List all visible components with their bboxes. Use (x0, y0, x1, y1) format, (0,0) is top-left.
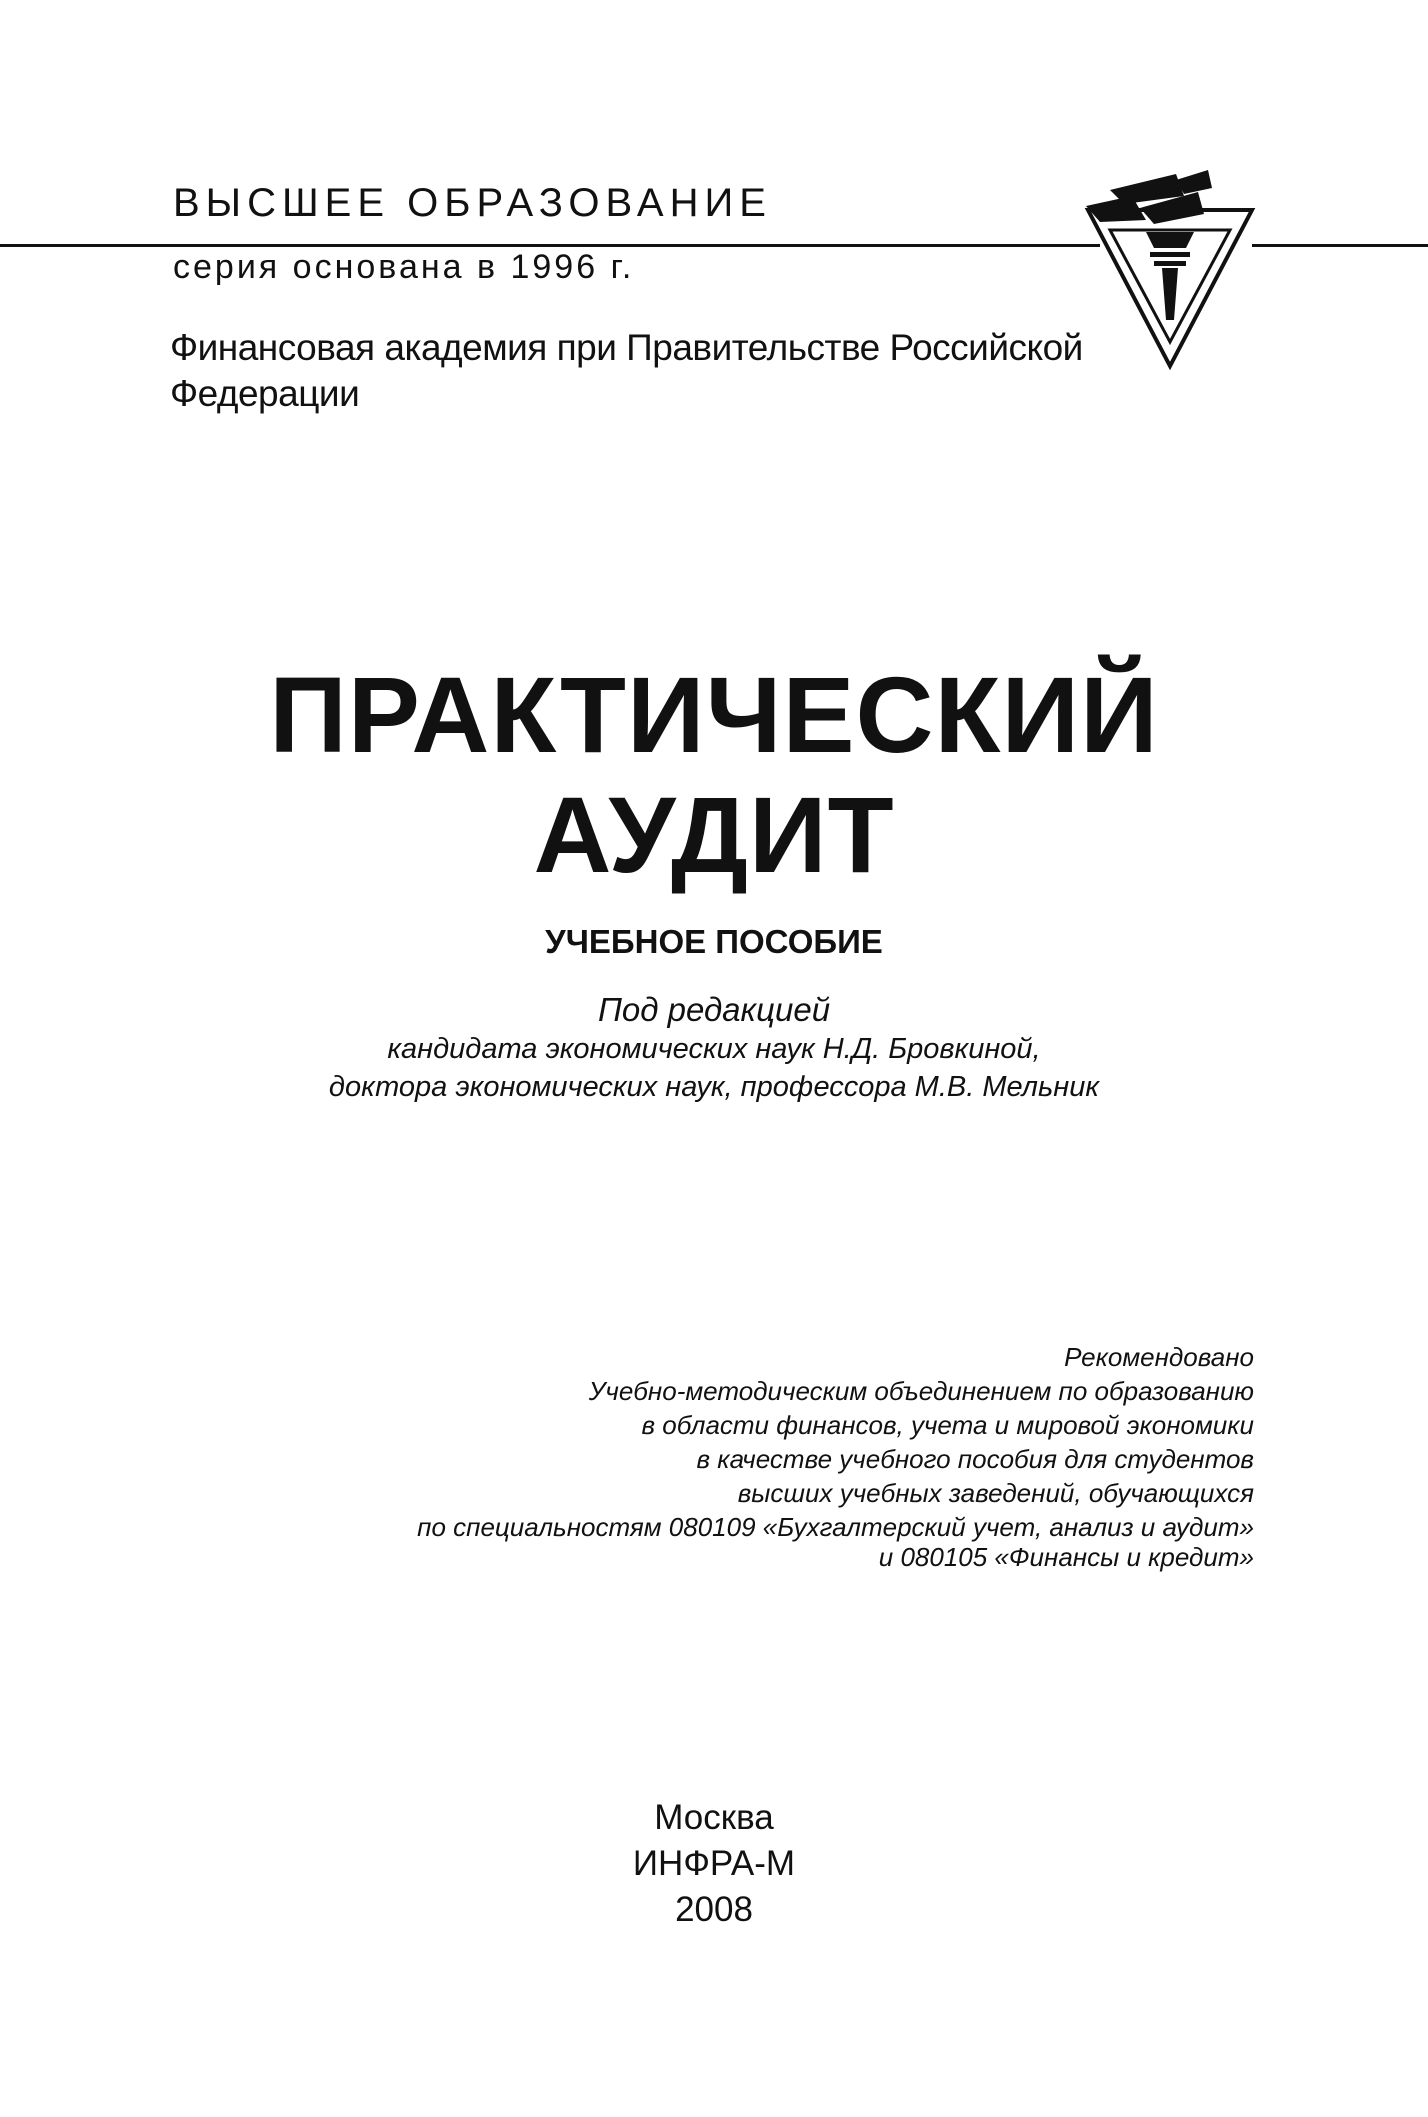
imprint-year: 2008 (675, 1890, 753, 1929)
recommendation-line: Учебно-методическим объединением по образованию (588, 1376, 1254, 1406)
imprint-publisher: ИНФРА-М (632, 1844, 796, 1883)
recommendation-line: в качестве учебного пособия для студентов (696, 1444, 1254, 1474)
book-title-line-2: АУДИТ (533, 774, 895, 895)
editor-line-2: доктора экономических наук, профессора М.В. Мельник (328, 1071, 1100, 1103)
recommendation-line: высших учебных заведений, обучающихся (737, 1478, 1254, 1508)
imprint-block (0, 1795, 1428, 1933)
imprint-city: Москва (654, 1798, 774, 1837)
recommendation-line: и 080105 «Финансы и кредит» (878, 1542, 1254, 1572)
book-subtitle: УЧЕБНОЕ ПОСОБИЕ (545, 923, 883, 960)
editor-line-1: кандидата экономических наук Н.Д. Бровкиной, (387, 1033, 1041, 1065)
recommendation-line: в области финансов, учета и мировой экономики (641, 1410, 1254, 1440)
editors-block (0, 990, 1428, 1106)
series-founded: серия основана в 1996 г. (173, 248, 635, 286)
institution-name (170, 325, 1130, 417)
publisher-triangle-torch-icon (1080, 170, 1260, 370)
institution-line-1: Финансовая академия при Правительстве Российской (170, 327, 1083, 368)
institution-line-2: Федерации (170, 373, 360, 414)
header-rule (0, 244, 1100, 247)
recommendation-line: Рекомендовано (1064, 1342, 1254, 1372)
series-title: ВЫСШЕЕ ОБРАЗОВАНИЕ (173, 181, 772, 225)
header-rule-right (1252, 244, 1428, 247)
recommendation-block (254, 1340, 1254, 1570)
book-title-line-1: ПРАКТИЧЕСКИЙ (269, 654, 1159, 775)
recommendation-line: по специальностям 080109 «Бухгалтерский учет, анализ и аудит» (417, 1512, 1254, 1542)
book-title (0, 655, 1428, 895)
editors-lead: Под редакцией (597, 991, 831, 1028)
